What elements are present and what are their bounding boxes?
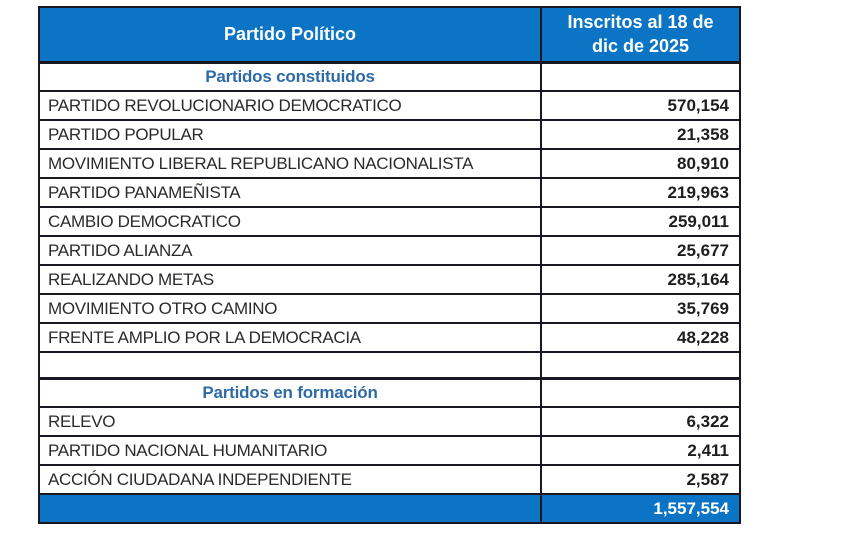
section-header-formacion xyxy=(39,378,740,407)
inscritos-column-header: Inscritos al 18 de dic de 2025 xyxy=(541,7,740,62)
party-name-cell: PARTIDO POPULAR xyxy=(39,120,541,149)
inscritos-cell: 6,322 xyxy=(541,407,740,436)
party-name-cell: MOVIMIENTO OTRO CAMINO xyxy=(39,294,541,323)
party-column-header: Partido Político xyxy=(39,7,541,62)
empty-cell xyxy=(541,62,740,91)
table-row xyxy=(39,149,740,178)
section-title: Partidos en formación xyxy=(39,378,541,407)
inscritos-cell: 35,769 xyxy=(541,294,740,323)
party-name-cell: PARTIDO PANAMEÑISTA xyxy=(39,178,541,207)
table-row xyxy=(39,120,740,149)
empty-cell xyxy=(541,378,740,407)
inscritos-cell: 2,411 xyxy=(541,436,740,465)
spacer-row xyxy=(39,352,740,378)
table-row xyxy=(39,407,740,436)
table-header-row xyxy=(39,7,740,62)
inscritos-cell: 48,228 xyxy=(541,323,740,352)
table-row xyxy=(39,207,740,236)
table-row xyxy=(39,178,740,207)
table-row xyxy=(39,294,740,323)
inscritos-cell: 285,164 xyxy=(541,265,740,294)
table-row xyxy=(39,465,740,494)
total-inscritos-cell: 1,557,554 xyxy=(541,494,740,523)
inscritos-cell: 219,963 xyxy=(541,178,740,207)
party-registration-table xyxy=(38,6,741,524)
party-name-cell: PARTIDO ALIANZA xyxy=(39,236,541,265)
inscritos-cell: 80,910 xyxy=(541,149,740,178)
party-name-cell: ACCIÓN CIUDADANA INDEPENDIENTE xyxy=(39,465,541,494)
empty-cell xyxy=(39,352,541,378)
table-row xyxy=(39,323,740,352)
total-row xyxy=(39,494,740,523)
party-name-cell: PARTIDO REVOLUCIONARIO DEMOCRATICO xyxy=(39,91,541,120)
empty-cell xyxy=(541,352,740,378)
table-row xyxy=(39,265,740,294)
inscritos-cell: 21,358 xyxy=(541,120,740,149)
table-row xyxy=(39,436,740,465)
inscritos-cell: 25,677 xyxy=(541,236,740,265)
empty-cell xyxy=(39,494,541,523)
inscritos-cell: 2,587 xyxy=(541,465,740,494)
party-name-cell: PARTIDO NACIONAL HUMANITARIO xyxy=(39,436,541,465)
party-name-cell: CAMBIO DEMOCRATICO xyxy=(39,207,541,236)
inscritos-cell: 259,011 xyxy=(541,207,740,236)
party-name-cell: RELEVO xyxy=(39,407,541,436)
inscritos-cell: 570,154 xyxy=(541,91,740,120)
party-name-cell: FRENTE AMPLIO POR LA DEMOCRACIA xyxy=(39,323,541,352)
party-name-cell: MOVIMIENTO LIBERAL REPUBLICANO NACIONALISTA xyxy=(39,149,541,178)
party-name-cell: REALIZANDO METAS xyxy=(39,265,541,294)
section-title: Partidos constituidos xyxy=(39,62,541,91)
table-row xyxy=(39,236,740,265)
table-row xyxy=(39,91,740,120)
section-header-constituidos xyxy=(39,62,740,91)
